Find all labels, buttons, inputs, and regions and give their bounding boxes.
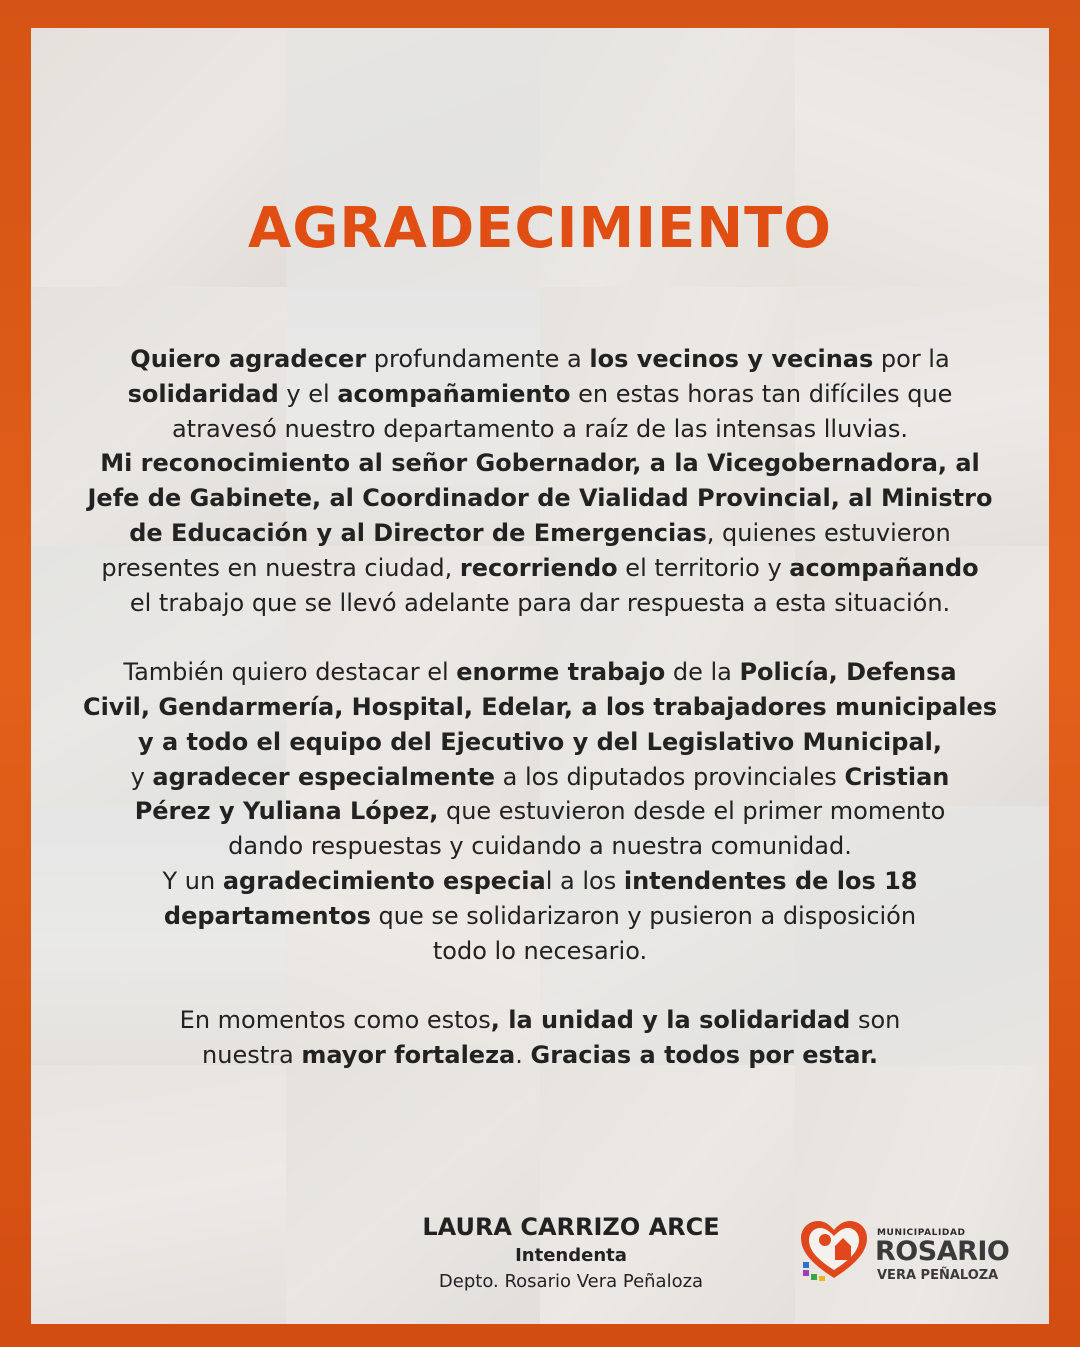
bold-text: agradecer especialmente [152,762,495,791]
bold-text: Mi reconocimiento al señor Gobernador, a la Vicegobernadora, al [100,449,980,478]
text: Y un [162,866,223,895]
bold-text: Pérez y Yuliana López, [134,797,439,826]
paragraph-gap [45,620,1035,655]
text: También quiero destacar el [123,658,457,687]
bold-text: los vecinos y vecinas [589,345,874,373]
message-line [45,690,1035,725]
message-line [45,725,1035,760]
message-line [45,1003,1035,1038]
logo-sub-text: VERA PEÑALOZA [877,1268,999,1283]
bold-text: Gracias a todos por estar. [530,1040,878,1069]
text: y el [278,379,338,408]
text: , quienes estuvieron [706,518,951,547]
bold-text: Jefe de Gabinete, al Coordinador de Vialidad Provincial, al Ministro [87,484,993,513]
text: profundamente a [366,345,590,373]
bold-text: recorriendo [459,553,618,582]
text: que se solidarizaron y pusieron a disposición [370,901,917,930]
text: presentes en nuestra ciudad, [101,553,460,582]
message-line [45,481,1035,516]
signature-block [341,1211,801,1295]
message-line [45,864,1035,899]
text: en estas horas tan difíciles que [570,379,953,408]
message-line [45,899,1035,934]
text: En momentos como estos [179,1006,491,1035]
logo-main-text: ROSARIO [875,1236,1010,1267]
municipality-logo [799,1188,1039,1288]
bold-text: Cristian [844,762,950,791]
bold-text: mayor fortaleza [301,1040,516,1069]
paragraph-gap [45,968,1035,1003]
logo-top-text: MUNICIPALIDAD [877,1228,966,1238]
message-line [45,377,1035,412]
message-line [45,1038,1035,1073]
signer-role: Intendenta [515,1245,627,1266]
bold-text: acompañando [789,553,979,582]
text: atravesó nuestro departamento a raíz de las intensas lluvias. [171,414,909,443]
message-line [45,586,1035,621]
signer-name: LAURA CARRIZO ARCE [422,1213,720,1241]
heart-church-icon [799,1218,869,1282]
bold-text: Quiero agradecer [130,345,367,373]
message-line [45,516,1035,551]
bold-text: y a todo el equipo del Ejecutivo y del Legislativo Municipal, [138,727,942,756]
bold-text: departamentos [163,901,371,930]
message-line [45,446,1035,481]
message-line [45,760,1035,795]
bold-text: de Educación y al Director de Emergencias [129,518,707,547]
bold-text: , la unidad y la solidaridad [490,1006,851,1035]
message-body [45,342,1035,1073]
content-panel [31,28,1049,1324]
text: que estuvieron desde el primer momento [438,797,946,826]
text: por la [873,345,950,373]
page-title: AGRADECIMIENTO [248,196,832,261]
text: son [850,1006,901,1035]
bold-text: Policía, Defensa [739,658,957,687]
bold-text: acompañamiento [337,379,571,408]
text: nuestra [202,1040,302,1069]
message-line [45,794,1035,829]
message-line [45,551,1035,586]
text: y [130,762,153,791]
text: el trabajo que se llevó adelante para dar respuesta a esta situación. [129,588,951,617]
message-line [45,655,1035,690]
message-line [45,342,1035,377]
bold-text: solidaridad [127,379,279,408]
bold-text: Civil, Gendarmería, Hospital, Edelar, a los trabajadores municipales [82,692,998,721]
bold-text: intendentes de los 18 [623,866,918,895]
signer-department: Depto. Rosario Vera Peñaloza [438,1271,704,1292]
text: de la [665,658,740,687]
message-line [45,934,1035,969]
message-line [45,829,1035,864]
text: a los diputados provinciales [495,762,845,791]
text: l a los [545,866,624,895]
text: el territorio y [617,553,790,582]
message-line [45,412,1035,447]
bold-text: enorme trabajo [456,658,666,687]
text: . [515,1040,531,1069]
bold-text: agradecimiento especia [222,866,546,895]
text: dando respuestas y cuidando a nuestra comunidad. [228,832,852,861]
text: todo lo necesario. [432,936,648,965]
